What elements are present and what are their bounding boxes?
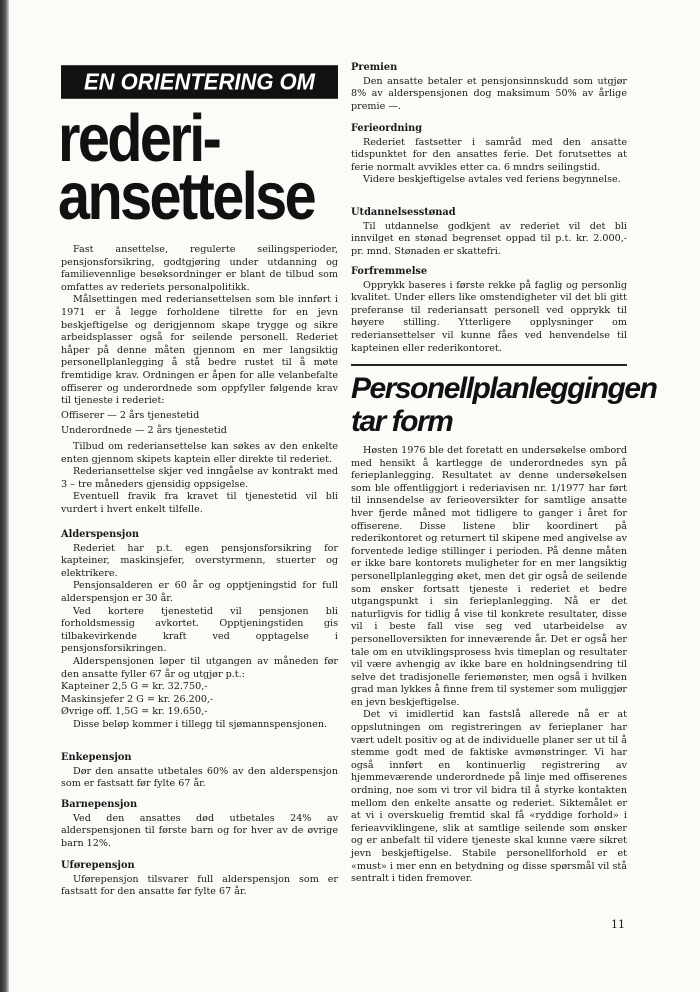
section-paragraph: Alderspensjonen løper til utgangen av måneden før den ansatte fyller 67 år og utgjør p.t.:: [61, 655, 338, 680]
section-divider: [351, 364, 627, 366]
section-heading: Forfremmelse: [351, 266, 428, 277]
premien-section: [351, 62, 627, 113]
banner-heading: EN ORIENTERING OM: [61, 65, 338, 99]
binding-shadow: [0, 0, 9, 992]
intro-paragraph: Tilbud om rederiansettelse kan søkes av den enkelte enten gjennom skipets kaptein eller direkte til rederiet.: [61, 440, 338, 465]
intro-paragraph: Eventuell fravik fra kravet til tjenestetid vil bli vurdert i hvert enkelt tilfelle.: [61, 491, 338, 515]
section-paragraph: Uførepensjon tilsvarer full alderspensjon som er fastsatt for den ansatte før fylte 67 år.: [61, 873, 338, 898]
section-paragraph: Videre beskjeftigelse avtales ved feriens begynnelse.: [363, 174, 621, 186]
barnepensjon-section: [61, 799, 338, 850]
section-paragraph: Den ansatte betaler et pensjonsinnskudd som utgjør 8% av alderspensjonen dog maksimum 50% av årlige premie —.: [351, 75, 627, 112]
section-paragraph: Disse beløp kommer i tillegg til sjømannspensjonen.: [73, 718, 328, 730]
requirement-line: Underordnede — 2 års tjenestetid: [61, 425, 227, 437]
article-paragraph: Det vi imidlertid kan fastslå allerede nå er at oppslutningen om registreringen av ferieplaner har vært udelt positiv og at de individuelle planer ser ut til å stemme godt med de faktiske avmønstringer. Vi har også innført en kontinuerlig registrering av hjemmeværende underordnede på linje med offiserenes ordning, noe som vi tror vil bidra til å styrke kontakten mellom den enkelte ansatte og rederiet. Siktemålet er at vi i overskuelig fremtid skal få «ryddige forhold» i ferieavviklingene, slik at samtlige seilende som ønsker og er anbefalt til videre tjeneste skal kunne være sikret jevn beskjeftigelse. Stabile personellforhold er et «must» i mer enn en betydning og disse spørsmål vil stå sentralt i tiden fremover.: [351, 709, 627, 885]
uforepensjon-section: [61, 860, 338, 899]
rate-line: Kapteiner 2,5 G = kr. 32.750,-: [61, 681, 208, 693]
section-paragraph: Ved den ansattes død utbetales 24% av alderspensjonen til første barn og for hver av de øvrige barn 12%.: [61, 812, 338, 849]
section-paragraph: Rederiet fastsetter i samråd med den ansatte tidspunktet for den ansattes ferie. Det forutsettes at ferie normalt avvikles etter ca. 6 mndrs seilingstid.: [351, 136, 627, 173]
requirement-line: Offiserer — 2 års tjenestetid: [61, 409, 200, 421]
planning-article: [351, 445, 627, 886]
rate-line: Øvrige off. 1,5G = kr. 19.650,-: [61, 706, 208, 718]
section-heading: Enkepensjon: [61, 752, 132, 763]
article-paragraph: Høsten 1976 ble det foretatt en undersøkelse ombord med hensikt å kartlegge de underordnedes syn på ferieplanlegging. Resultatet av denne undersøkelsen som ble offentliggjort i rederiavisen nr. 1/1977 har ført til innsendelse av ferieoversikter for samtlige ansatte hver fjerde måned mot tidligere to ganger i året for offiserene. Disse listene blir koordinert på rederikontoret og returnert til skipene med angivelse av forventede ledige stillinger i perioden. På denne måten er ikke bare kontorets muligheter for en mer langsiktig personellplanlegging øket, men det gir også de seilende som ønsker fortsatt tjeneste i rederiet et bedre utgangspunkt i sin ferieplanlegging. Nå er det naturligvis for tidlig å vise til konkrete resultater, disse vil i beste fall vise seg ved utarbeidelse av personelloversikten for inneværende år. Det er også her tale om en utviklingsprosess hvis timeplan og resultater vil være avhengig av ikke bare en holdningsendring til selve det tradisjonelle feriemønster, men også i hvilken grad man lykkes å finne frem til systemer som muliggjør en jevn beskjeftigelse.: [351, 445, 627, 708]
intro-paragraph: Fast ansettelse, regulerte seilingsperioder, pensjonsforsikring, godtgjøring under utdanning og familievennlige besøksordninger er blant de tilbud som omfattes av rederiets personalpolitikk.: [61, 244, 338, 293]
section-heading: Premien: [351, 62, 398, 73]
intro-paragraph: Målsettingen med rederiansettelsen som ble innført i 1971 er å legge forholdene tilrette for en jevn beskjeftigelse og derigjennom skape trygge og sikre arbeidsplasser også for seilende personell. Rederiet håper på denne måten gjennom en mer langsiktig personellplanlegging å stå bedre rustet til å møte fremtidige krav. Ordningen er åpen for alle velanbefalte offiserer og underordnede som oppfyller følgende krav til tjeneste i rederiet:: [61, 294, 338, 407]
section-heading: Uførepensjon: [61, 860, 135, 871]
article-title: Personellplanleggingen tar form: [351, 372, 657, 438]
intro-block: [61, 244, 338, 516]
rate-line: Maskinsjefer 2 G = kr. 26.200,-: [61, 693, 214, 705]
section-heading: Barnepensjon: [61, 799, 138, 810]
section-heading: Ferieordning: [351, 123, 423, 134]
ferieordning-section: [351, 123, 627, 187]
utdannelse-section: [351, 207, 627, 258]
forfremmelse-section: [351, 266, 627, 355]
section-paragraph: Ved kortere tjenestetid vil pensjonen bli forholdsmessig avkortet. Opptjeningstiden gis tilbakevirkende kraft ved opptagelse i pensjonsforsikringen.: [61, 605, 338, 655]
section-heading: Utdannelsesstønad: [351, 207, 456, 218]
section-paragraph: Dør den ansatte utbetales 60% av den alderspensjon som er fastsatt før fylte 67 år.: [61, 765, 338, 790]
intro-paragraph: Rederiansettelse skjer ved inngåelse av kontrakt med 3 – tre måneders gjensidig oppsigelse.: [61, 466, 338, 490]
section-paragraph: Rederiet har p.t. egen pensjonsforsikring for kapteiner, maskinsjefer, overstyrmenn, stuerter og elektrikere.: [61, 542, 338, 579]
alderspensjon-section: [61, 529, 338, 732]
enkepensjon-section: [61, 752, 338, 791]
page-number: 11: [611, 918, 625, 931]
section-paragraph: Pensjonsalderen er 60 år og opptjeningstid for full alderspensjon er 30 år.: [61, 580, 338, 604]
section-paragraph: Til utdannelse godkjent av rederiet vil det bli innvilget en stønad begrenset oppad til p.t. kr. 2.000,- pr. mnd. Stønaden er skattefri.: [351, 220, 627, 257]
section-paragraph: Opprykk baseres i første rekke på faglig og personlig kvalitet. Under ellers like omstendigheter vil det bli gitt preferanse til rederiansatt personell ved opprykk til høyere stilling. Ytterligere opplysninger om rederiansettelser vil kunne fåes ved henvendelse til kapteinen eller rederikontoret.: [351, 279, 627, 354]
section-heading: Alderspensjon: [61, 529, 140, 540]
page-title: rederi- ansettelse: [58, 101, 315, 234]
